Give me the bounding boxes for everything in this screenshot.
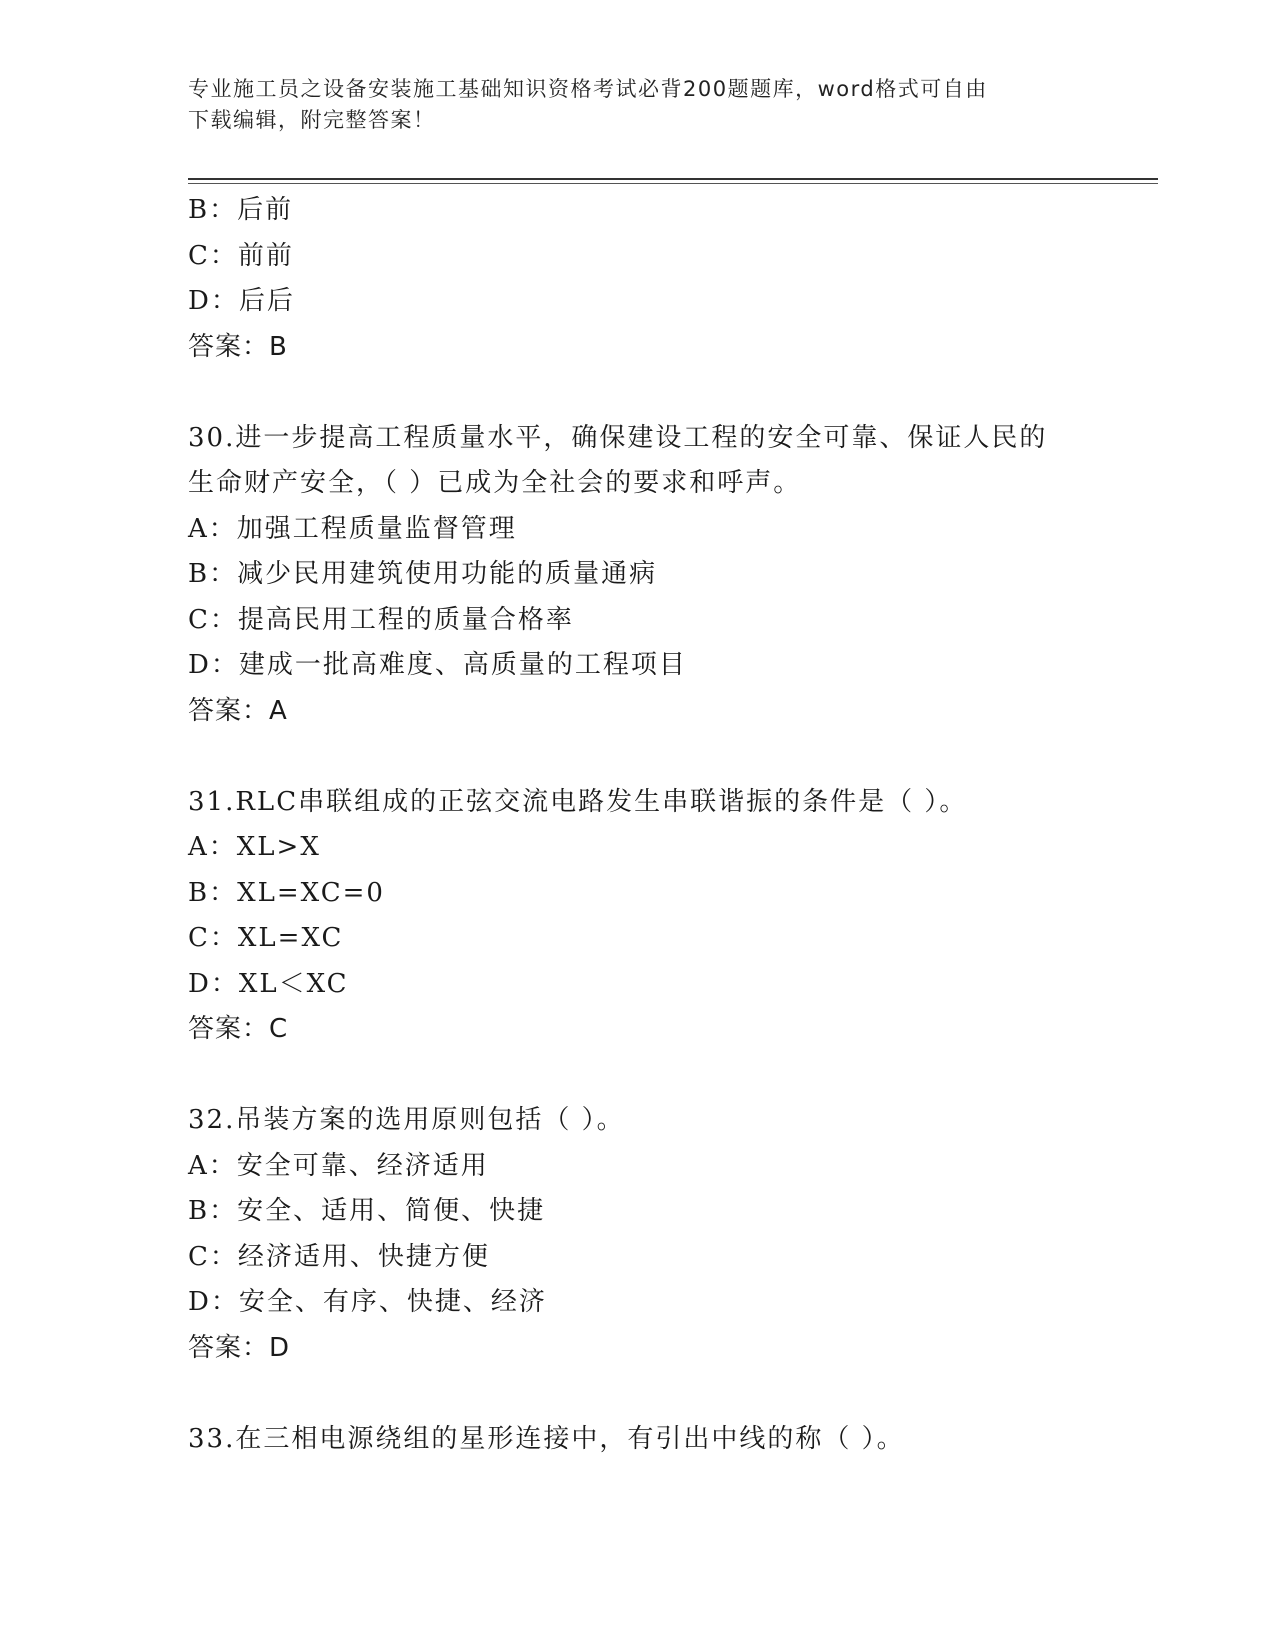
- header-rule: [188, 178, 1158, 180]
- option-c: C：提高民用工程的质量合格率: [188, 604, 574, 635]
- option-d: D：XL＜XC: [188, 968, 349, 999]
- question-33: [188, 1417, 1108, 1463]
- option-b: B：后前: [188, 195, 294, 225]
- question-stem: 32.吊装方案的选用原则包括（ ）。: [188, 1105, 625, 1135]
- option-c: C：前前: [188, 240, 294, 271]
- question-30: [188, 416, 1108, 735]
- question-stem: 30.进一步提高工程质量水平，确保建设工程的安全可靠、保证人民的: [188, 422, 1048, 453]
- question-29-continued: [188, 188, 1108, 370]
- header-line-2: 下载编辑，附完整答案！: [188, 108, 436, 132]
- option-a: A：安全可靠、经济适用: [188, 1150, 489, 1181]
- header-line-1: 专业施工员之设备安装施工基础知识资格考试必背200题题库，word格式可自由: [188, 77, 988, 101]
- spacer: [188, 1053, 1108, 1099]
- spacer: [188, 370, 1108, 416]
- question-stem: 33.在三相电源绕组的星形连接中，有引出中线的称（ ）。: [188, 1423, 905, 1454]
- question-list: [188, 188, 1108, 1462]
- spacer: [188, 1371, 1108, 1417]
- option-b: B：安全、适用、简便、快捷: [188, 1196, 546, 1226]
- option-b: B：XL=XC=0: [188, 877, 385, 908]
- option-c: C：XL=XC: [188, 923, 344, 953]
- spacer: [188, 734, 1108, 780]
- document-header: [188, 74, 1088, 136]
- option-c: C：经济适用、快捷方便: [188, 1241, 490, 1272]
- option-b: B：减少民用建筑使用功能的质量通病: [188, 559, 658, 589]
- answer-line: 答案：B: [188, 331, 288, 362]
- option-d: D：安全、有序、快捷、经济: [188, 1287, 547, 1317]
- option-d: D：后后: [188, 286, 295, 316]
- header-rule-thin: [188, 183, 1158, 184]
- answer-line: 答案：A: [188, 695, 288, 726]
- question-32: [188, 1098, 1108, 1371]
- answer-line: 答案：D: [188, 1332, 291, 1363]
- question-31: [188, 780, 1108, 1053]
- option-a: A：XL>X: [188, 832, 321, 862]
- question-stem: 31.RLC串联组成的正弦交流电路发生串联谐振的条件是（ ）。: [188, 786, 968, 817]
- option-d: D：建成一批高难度、高质量的工程项目: [188, 650, 687, 680]
- question-stem: 生命财产安全，（ ）已成为全社会的要求和呼声。: [188, 468, 802, 498]
- answer-line: 答案：C: [188, 1014, 289, 1044]
- option-a: A：加强工程质量监督管理: [188, 513, 517, 544]
